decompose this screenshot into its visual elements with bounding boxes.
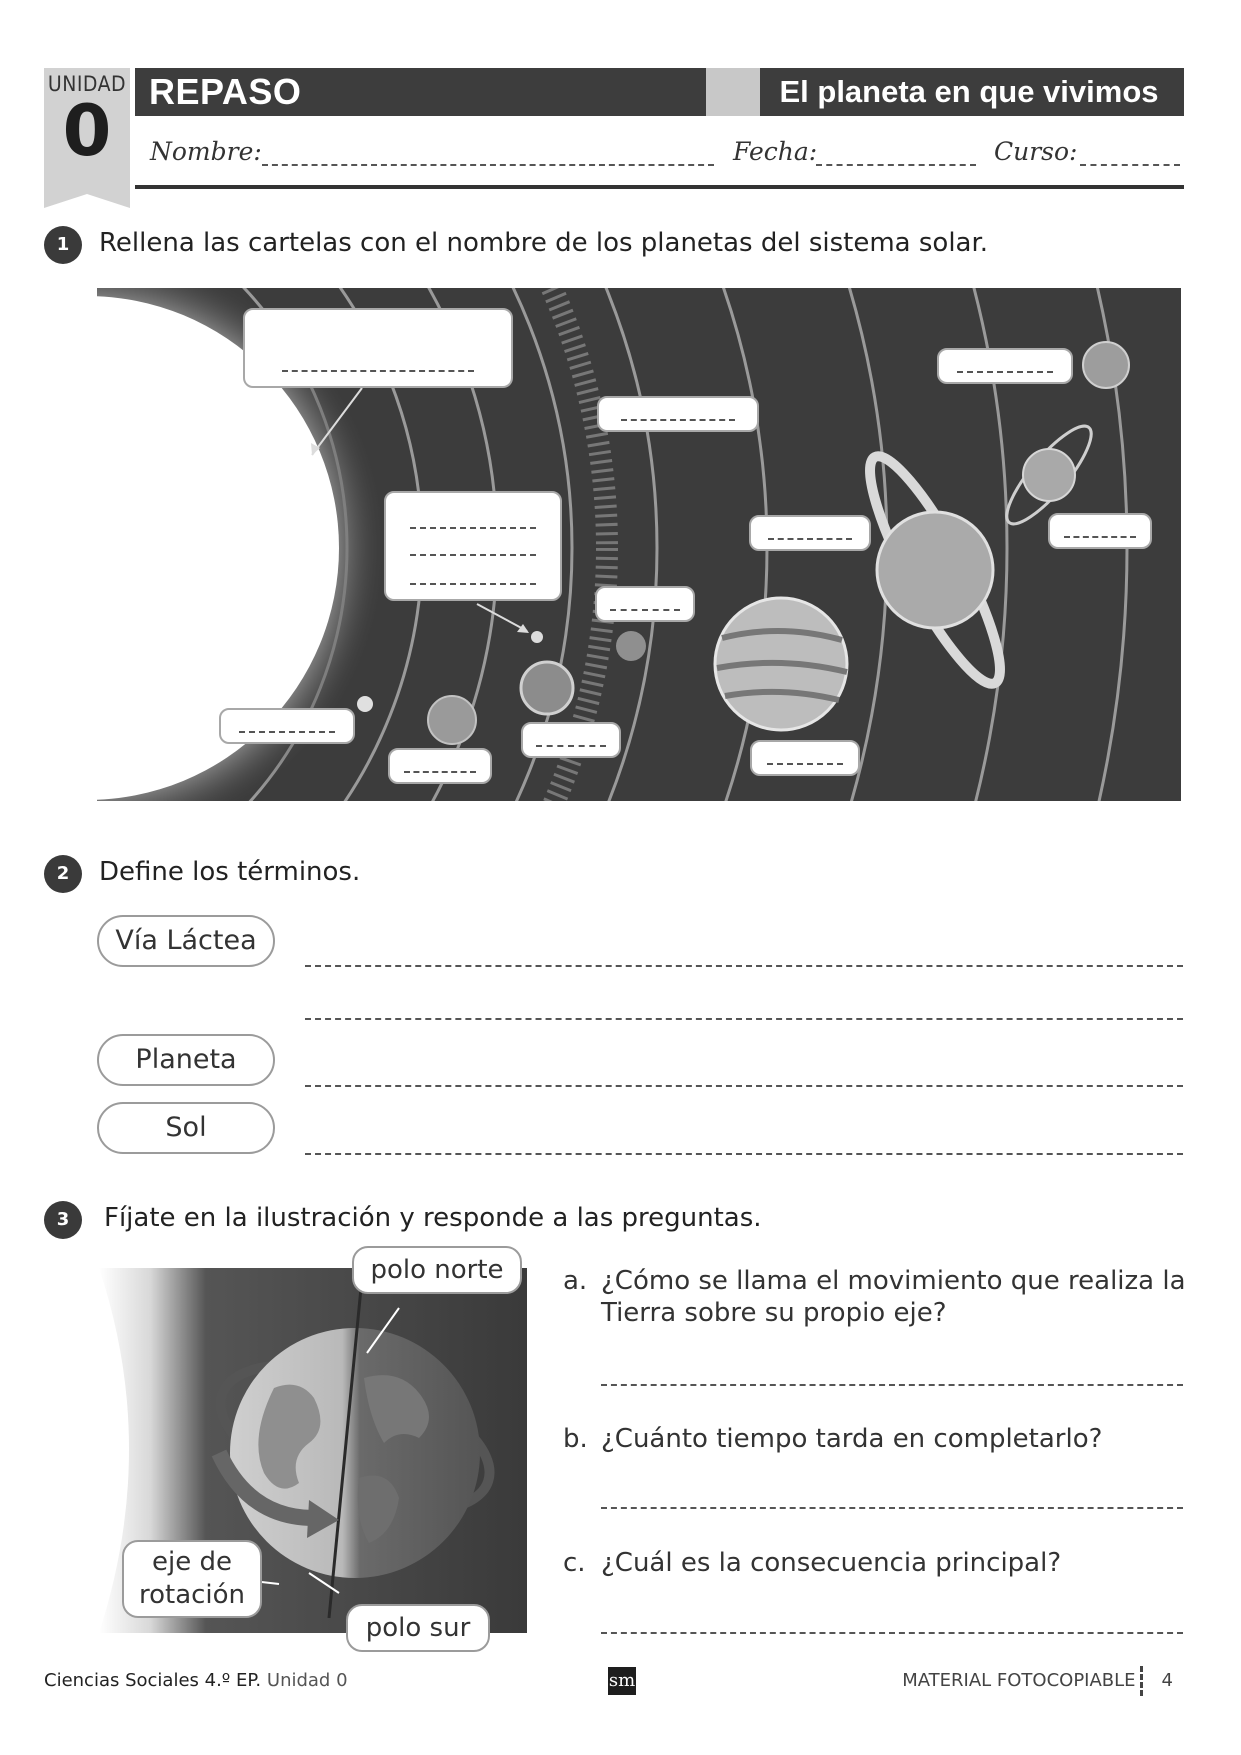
page-title: REPASO (149, 71, 302, 112)
rotation-axis-label-line-1: eje de (152, 1547, 232, 1577)
neptune-label-card[interactable] (937, 348, 1073, 384)
mars-label-card[interactable] (595, 586, 695, 622)
question-3a-text-line-1: ¿Cómo se llama el movimiento que realiza la (601, 1266, 1186, 1296)
venus (428, 696, 476, 744)
question-1-number: 1 (44, 226, 82, 264)
satellite-label-card[interactable] (384, 491, 562, 601)
answer-line-3a[interactable] (601, 1384, 1183, 1386)
question-3-number: 3 (44, 1201, 82, 1239)
answer-line-3c[interactable] (601, 1632, 1183, 1634)
page-number: 4 (1161, 1670, 1173, 1691)
question-3a-text-line-2: Tierra sobre su propio eje? (601, 1298, 947, 1328)
earth-label-card[interactable] (521, 722, 621, 758)
earth-planet (521, 662, 573, 714)
mercury (357, 696, 373, 712)
neptune (1083, 342, 1129, 388)
rotation-axis-label (122, 1540, 262, 1618)
uranus (1023, 449, 1075, 501)
question-3b-text: ¿Cuánto tiempo tarda en completarlo? (601, 1424, 1103, 1454)
course-label: Curso: (994, 137, 1078, 166)
footer-unit: Unidad 0 (266, 1670, 348, 1691)
title-band-divider (706, 68, 760, 116)
name-label: Nombre: (150, 137, 262, 166)
question-3b (563, 1424, 1102, 1454)
unit-number: 0 (62, 90, 112, 172)
topic-title: El planeta en que vivimos (779, 74, 1159, 109)
south-pole-label: polo sur (346, 1604, 490, 1652)
date-field[interactable] (816, 164, 976, 166)
answer-line-planeta[interactable] (305, 1085, 1183, 1087)
question-2-number: 2 (44, 855, 82, 893)
saturn-label-card[interactable] (749, 515, 871, 551)
answer-line-3b[interactable] (601, 1507, 1183, 1509)
jupiter-label-card[interactable] (750, 740, 860, 776)
answer-line-via-lactea-1[interactable] (305, 965, 1183, 967)
north-pole-label: polo norte (352, 1246, 522, 1294)
venus-label-card[interactable] (388, 748, 492, 784)
footer-subject: Ciencias Sociales 4.º EP. (44, 1670, 262, 1691)
footer-separator (1140, 1666, 1143, 1696)
answer-line-sol[interactable] (305, 1153, 1183, 1155)
course-field[interactable] (1080, 164, 1180, 166)
question-2-text: Define los términos. (99, 857, 361, 887)
question-3a-letter: a. (563, 1266, 588, 1296)
footer-note: MATERIAL FOTOCOPIABLE (902, 1670, 1136, 1691)
date-label: Fecha: (733, 137, 818, 166)
question-3-text: Fíjate en la ilustración y responde a las preguntas. (104, 1203, 762, 1233)
question-3b-letter: b. (563, 1424, 588, 1454)
question-1-text: Rellena las cartelas con el nombre de los planetas del sistema solar. (99, 228, 989, 258)
term-sol: Sol (97, 1102, 275, 1154)
term-planeta: Planeta (97, 1034, 275, 1086)
header-rule (135, 185, 1184, 189)
answer-line-via-lactea-2[interactable] (305, 1018, 1183, 1020)
term-via-lactea: Vía Láctea (97, 915, 275, 967)
question-3c-letter: c. (563, 1548, 586, 1578)
uranus-label-card[interactable] (1048, 513, 1152, 549)
question-3c (563, 1548, 1061, 1578)
asteroid-label-card[interactable] (597, 396, 759, 432)
question-3c-text: ¿Cuál es la consecuencia principal? (601, 1548, 1062, 1578)
publisher-logo: sm (608, 1667, 636, 1695)
moon (531, 631, 543, 643)
footer-note-line (880, 1670, 1173, 1691)
mercury-label-card[interactable] (219, 708, 355, 744)
solar-system-illustration (97, 288, 1181, 801)
footer-subject-line (44, 1670, 348, 1691)
unit-label: UNIDAD (47, 72, 127, 96)
name-field[interactable] (262, 164, 714, 166)
saturn (877, 512, 993, 628)
rotation-axis-label-line-2: rotación (138, 1580, 246, 1610)
question-3a (563, 1266, 1186, 1296)
sun-label-card[interactable] (243, 308, 513, 388)
mars (616, 631, 646, 661)
